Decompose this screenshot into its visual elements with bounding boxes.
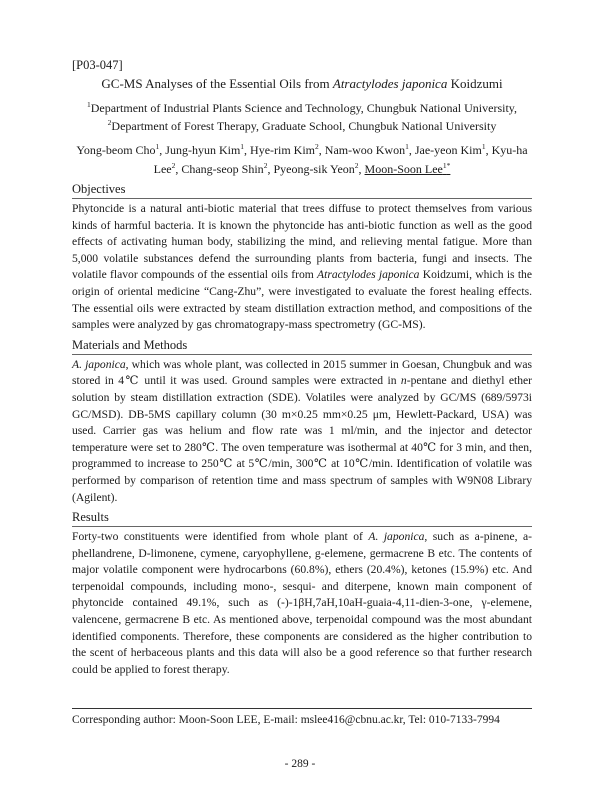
author-separator: , (408, 143, 415, 157)
author-affiliation-mark: 2 (315, 142, 319, 151)
methods-text (72, 357, 532, 506)
results-heading: Results (72, 508, 532, 527)
page-number: - 289 - (284, 758, 316, 770)
affiliations (72, 99, 532, 135)
author-separator: , (267, 162, 274, 176)
results-text-2: , such as a-pinene, a-phellandrene, D-limonene, cymene, caryophyllene, g-elemene, germacrene B etc. The contents of major volatile component were hydrocarbons (60.8%), ethers (20.4%), ketones (15.9%) etc. And terpenoidal compounds, including mono-, sesqui- and diterpene, known main component of phytoncide contained 49.1%, such as (-)-1βH,7aH,10aH-guaia-4,11-dien-3-one, γ-elemene, valencene, germacrene B etc. As mentioned above, terpenoidal compound was the most abundant identified components. Therefore, these components are considered as the higher contribution to the scent of herbaceous plants and this data will also be a good reference so that further research could be applied to forest therapy. (72, 530, 532, 676)
author-item (325, 143, 415, 157)
objectives-text-1: Phytoncide is a natural anti-biotic material that trees diffuse to protect themselves from various kinds of harmful bacteria. It is known the phytoncide has anti-biotic function as well as the good effects of activating human body, stabilizing the mind, and relieving mental fatigue. More than 5,000 volatile substances defend the surrounding plants from bacteria, fungi and insects. The volatile flavor compounds of the essential oils from (72, 202, 532, 282)
results-text-1: Forty-two constituents were identified from whole plant of (72, 530, 369, 544)
affiliation-1-mark: 1 (86, 100, 91, 109)
abstract-code: [P03-047] (72, 58, 123, 72)
author-name: Chang-seop Shin (181, 162, 264, 176)
author-item (415, 143, 492, 157)
title-prefix: GC-MS Analyses of the Essential Oils from (101, 76, 333, 91)
author-name: Hye-rim Kim (250, 143, 316, 157)
affiliation-2: Department of Forest Therapy, Graduate School, Chungbuk National University (111, 119, 497, 133)
author-name: Pyeong-sik Yeon (273, 162, 355, 176)
author-affiliation-mark: 2 (354, 161, 359, 170)
author-name: Moon-Soon Lee (364, 162, 443, 176)
author-separator: , (244, 143, 251, 157)
author-affiliation-mark: 1 (442, 161, 447, 170)
author-affiliation-mark: 1 (481, 142, 486, 151)
results-species: A. japonica (368, 530, 425, 544)
author-separator: , (358, 162, 365, 176)
objectives-heading: Objectives (72, 180, 532, 199)
author-name: Nam-woo Kwon (324, 143, 406, 157)
title-species: Atractylodes japonica (332, 76, 448, 91)
results-text (72, 529, 532, 678)
methods-text-2: -pentane and diethyl ether solution by steam distillation extraction (SDE). Volatiles were analyzed by GC/MS (689/5973i GC/MSD). DB-5MS capillary column (30 m×0.25 mm×0.25 μm, Hewlett-Packard, USA) was used. Carrier gas was helium and flow rate was 1 ml/min, and the injector and detector temperature were set to 280℃. The oven temperature was isothermal at 40℃ for 3 min, and then, programmed to increase to 250℃ at 5℃/min, 300℃ at 10℃/min. Identification of volatile was performed by comparison of retention time and mass spectrum of samples with W9N08 Library (Agilent). (72, 374, 533, 504)
author-item (76, 143, 165, 157)
author-list (72, 141, 532, 179)
author-affiliation-mark: 2 (263, 161, 268, 170)
paper-title (66, 75, 538, 93)
methods-species: A. japonica (72, 357, 126, 371)
objectives-text-2: Koidzumi, which is the origin of oriental medicine “Cang-Zhu”, were investigated to evaluate the forest healing effects. The essential oils were extracted by steam distillation extraction method, and compositions of the samples were analyzed by gas chromatograpy-mass spectrometry (GC-MS). (72, 268, 532, 332)
methods-text-1: , which was whole plant, was collected in 2015 summer in Goesan, Chungbuk and was stored in 4℃ until it was used. Ground samples were extracted in (72, 357, 533, 388)
methods-n-italic: n (400, 374, 407, 388)
author-separator: , (175, 162, 182, 176)
author-name: Kyu-ha Lee (153, 143, 528, 176)
author-affiliation-mark: 1 (405, 142, 409, 151)
author-item (250, 143, 325, 157)
author-separator: , (318, 143, 325, 157)
title-suffix: Koidzumi (447, 76, 503, 91)
author-affiliation-mark: 1 (240, 142, 245, 151)
author-name: Jae-yeon Kim (414, 143, 482, 157)
author-item (365, 162, 451, 176)
affiliation-2-mark: 2 (107, 118, 112, 127)
author-name: Jung-hyun Kim (165, 143, 241, 157)
affiliation-1: Department of Industrial Plants Science and Technology, Chungbuk National University, (90, 101, 518, 115)
author-item (273, 162, 364, 176)
objectives-species: Atractylodes japonica (317, 268, 420, 282)
corresponding-author (365, 162, 451, 176)
author-item (165, 143, 250, 157)
author-separator: , (485, 143, 492, 157)
methods-heading: Materials and Methods (72, 336, 532, 355)
corresponding-star: * (446, 161, 451, 170)
author-name: Yong-beom Cho (76, 143, 156, 157)
objectives-text (72, 201, 532, 334)
paper-page (72, 57, 532, 680)
author-item (181, 162, 273, 176)
author-affiliation-mark: 1 (155, 142, 160, 151)
author-affiliation-mark: 2 (171, 161, 176, 170)
corresponding-author-note: Corresponding author: Moon-Soon LEE, E-mail: mslee416@cbnu.ac.kr, Tel: 010-7133-7994 (72, 708, 532, 728)
author-separator: , (159, 143, 166, 157)
